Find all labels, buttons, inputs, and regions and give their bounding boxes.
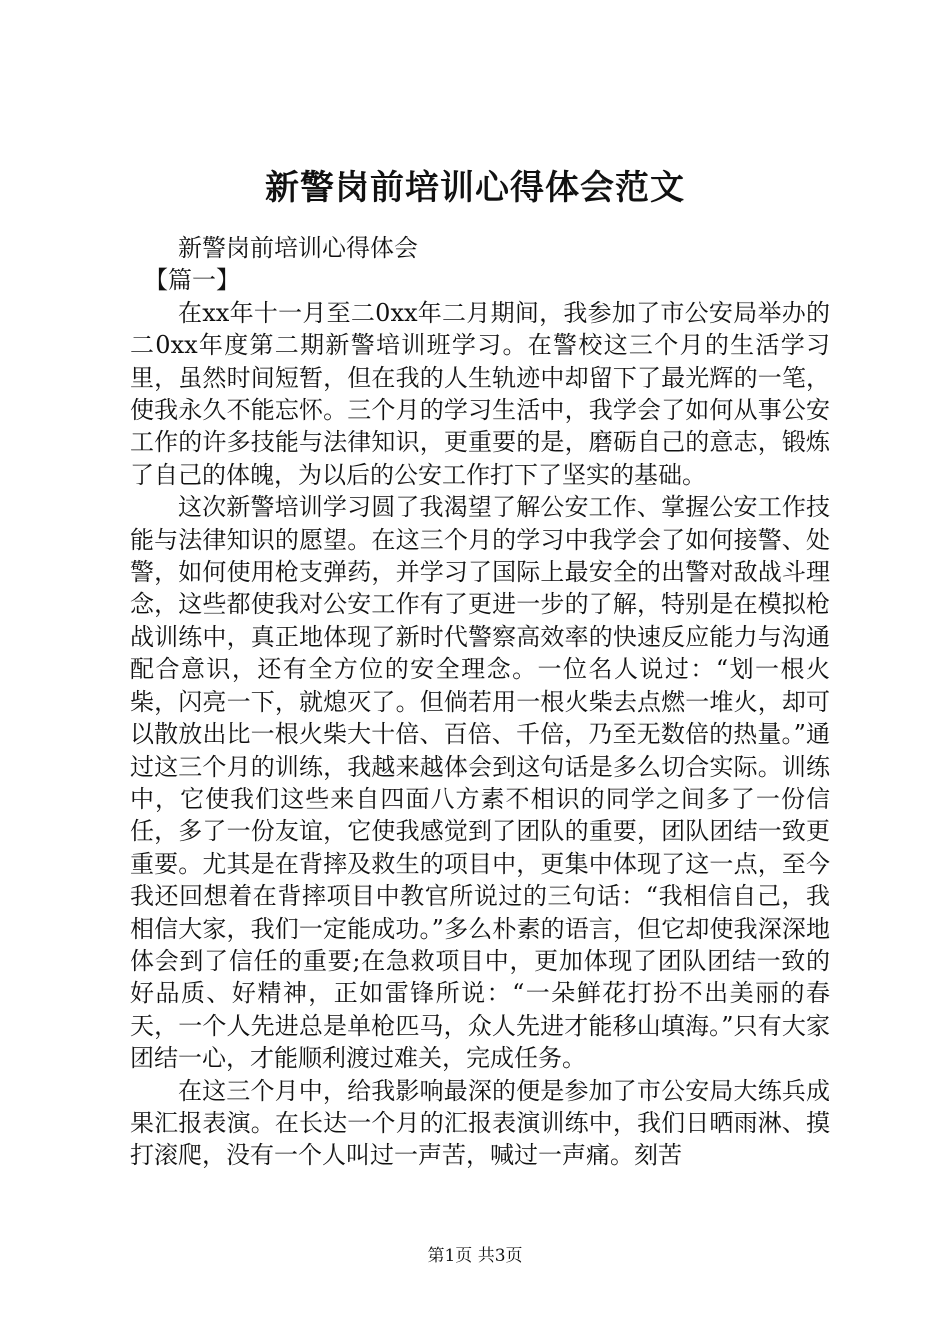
document-title: 新警岗前培训心得体会范文 <box>265 168 685 208</box>
document-subtitle: 新警岗前培训心得体会 <box>178 234 418 262</box>
paragraph-3: 在这三个月中，给我影响最深的便是参加了市公安局大练兵成果汇报表演。在长达一个月的汇报表演训练中，我们日晒雨淋、摸打滚爬，没有一个人叫过一声苦，喊过一声痛。刻苦 <box>130 1076 830 1170</box>
paragraph-1: 在xx年十一月至二0xx年二月期间，我参加了市公安局举办的二0xx年度第二期新警培训班学习。在警校这三个月的生活学习里，虽然时间短暂，但在我的人生轨迹中却留下了最光辉的一笔，使我永久不能忘怀。三个月的学习生活中，我学会了如何从事公安工作的许多技能与法律知识，更重要的是，磨砺自己的意志，锻炼了自己的体魄，为以后的公安工作打下了坚实的基础。 <box>130 298 830 489</box>
section-label: 【篇一】 <box>144 266 240 295</box>
paragraph-2: 这次新警培训学习圆了我渴望了解公安工作、掌握公安工作技能与法律知识的愿望。在这三个月的学习中我学会了如何接警、处警，如何使用枪支弹药，并学习了国际上最安全的出警对敌战斗理念，这些都使我对公安工作有了更进一步的了解，特别是在模拟枪战训练中，真正地体现了新时代警察高效率的快速反应能力与沟通配合意识，还有全方位的安全理念。一位名人说过：“划一根火柴，闪亮一下，就熄灭了。但倘若用一根火柴去点燃一堆火，却可以散放出比一根火柴大十倍、百倍、千倍，乃至无数倍的热量。”通过这三个月的训练，我越来越体会到这句话是多么切合实际。训练中，它使我们这些来自四面八方素不相识的同学之间多了一份信任，多了一份友谊，它使我感觉到了团队的重要，团队团结一致更重要。尤其是在背摔及救生的项目中，更集中体现了这一点，至今我还回想着在背摔项目中教官所说过的三句话：“我相信自己，我相信大家，我们一定能成功。”多么朴素的语言，但它却使我深深地体会到了信任的重要;在急救项目中，更加体现了团队团结一致的好品质、好精神，正如雷锋所说：“一朵鲜花打扮不出美丽的春天，一个人先进总是单枪匹马，众人先进才能移山填海。”只有大家团结一心，才能顺利渡过难关，完成任务。 <box>130 493 830 1073</box>
document-body <box>130 232 830 1172</box>
page-footer: 第1页 共3页 <box>427 1246 523 1266</box>
